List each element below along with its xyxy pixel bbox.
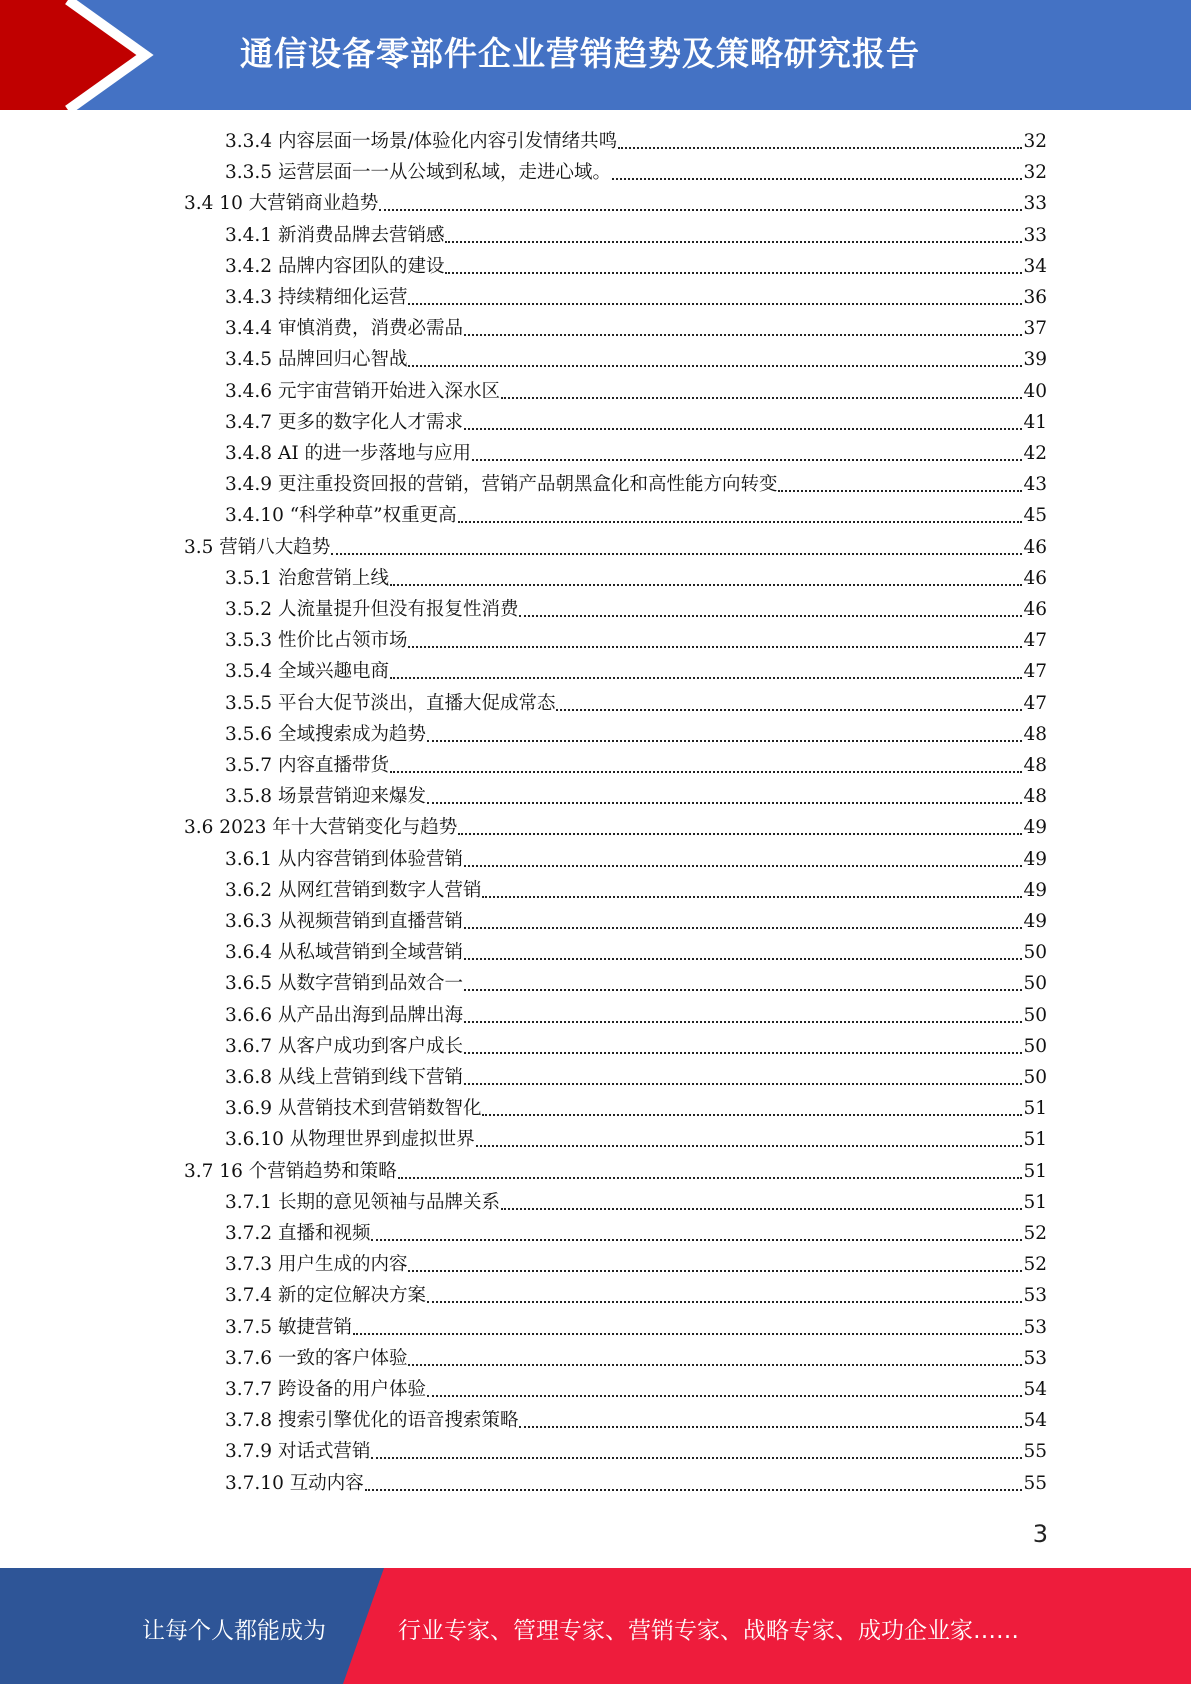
toc-dot-leader <box>390 770 1022 773</box>
toc-dot-leader <box>464 957 1022 960</box>
toc-entry-title: 3.6.6 从产品出海到品牌出海 <box>225 1004 463 1026</box>
toc-dot-leader <box>612 177 1022 180</box>
toc-entry-page: 33 <box>1023 224 1047 246</box>
toc-dot-leader <box>464 333 1022 336</box>
toc-dot-leader <box>408 645 1022 648</box>
toc-subsection-entry[interactable] <box>225 656 1047 687</box>
toc-entry-title: 3.6.4 从私域营销到全域营销 <box>225 942 463 964</box>
toc-entry-page: 50 <box>1023 1004 1047 1026</box>
toc-entry-title: 3.3.4 内容层面一场景/体验化内容引发情绪共鸣 <box>225 131 618 152</box>
toc-entry-title: 3.7.5 敏捷营销 <box>225 1316 352 1338</box>
page-title: 通信设备零部件企业营销趋势及策略研究报告 <box>240 34 920 73</box>
toc-entry-title: 3.4.6 元宇宙营销开始进入深水区 <box>225 380 500 402</box>
toc-subsection-entry[interactable] <box>225 126 1047 157</box>
toc-entry-page: 53 <box>1023 1285 1047 1307</box>
toc-subsection-entry[interactable] <box>225 500 1047 531</box>
toc-subsection-entry[interactable] <box>225 1374 1047 1405</box>
toc-entry-page: 47 <box>1023 661 1047 683</box>
toc-dot-leader <box>464 864 1022 867</box>
toc-dot-leader <box>556 708 1022 711</box>
toc-dot-leader <box>365 1488 1023 1491</box>
toc-dot-leader <box>371 1456 1022 1459</box>
toc-subsection-entry[interactable] <box>225 688 1047 719</box>
toc-entry-title: 3.5.5 平台大促节淡出，直播大促成常态 <box>225 692 556 714</box>
toc-entry-title: 3.7.10 互动内容 <box>225 1472 364 1494</box>
toc-dot-leader <box>464 1051 1022 1054</box>
toc-subsection-entry[interactable] <box>225 251 1047 282</box>
toc-entry-page: 52 <box>1023 1254 1047 1276</box>
footer-slogan-right: 行业专家、管理专家、营销专家、战略专家、成功企业家…… <box>398 1618 1019 1644</box>
toc-subsection-entry[interactable] <box>225 594 1047 625</box>
toc-entry-title: 3.5.6 全域搜索成为趋势 <box>225 723 426 745</box>
toc-entry-title: 3.6.9 从营销技术到营销数智化 <box>225 1098 482 1120</box>
toc-entry-title: 3.4.10 “科学种草”权重更高 <box>225 505 457 527</box>
toc-entry-page: 50 <box>1023 1067 1047 1088</box>
toc-subsection-entry[interactable] <box>225 1124 1047 1155</box>
toc-subsection-entry[interactable] <box>225 1093 1047 1124</box>
toc-dot-leader <box>519 614 1022 617</box>
toc-subsection-entry[interactable] <box>225 968 1047 999</box>
toc-subsection-entry[interactable] <box>225 1436 1047 1467</box>
toc-dot-leader <box>458 520 1023 523</box>
toc-entry-page: 50 <box>1023 973 1047 995</box>
toc-entry-page: 33 <box>1023 193 1047 215</box>
toc-entry-title: 3.6.2 从网红营销到数字人营销 <box>225 879 482 901</box>
toc-entry-title: 3.4.4 审慎消费，消费必需品 <box>225 318 463 340</box>
toc-entry-page: 40 <box>1023 380 1047 402</box>
toc-entry-title: 3.4 10 大营销商业趋势 <box>184 193 379 215</box>
toc-entry-title: 3.7.7 跨设备的用户体验 <box>225 1379 426 1400</box>
toc-entry-page: 46 <box>1023 599 1047 620</box>
toc-subsection-entry[interactable] <box>225 313 1047 344</box>
toc-entry-page: 50 <box>1023 1035 1047 1057</box>
toc-entry-title: 3.6.5 从数字营销到品效合一 <box>225 973 463 995</box>
toc-entry-title: 3.5 营销八大趋势 <box>184 536 331 558</box>
toc-subsection-entry[interactable] <box>225 1405 1047 1436</box>
toc-entry-page: 46 <box>1023 536 1047 558</box>
toc-entry-page: 52 <box>1023 1223 1047 1244</box>
toc-entry-title: 3.6.10 从物理世界到虚拟世界 <box>225 1129 475 1151</box>
toc-entry-page: 54 <box>1023 1379 1047 1400</box>
toc-entry-page: 49 <box>1023 817 1047 839</box>
toc-subsection-entry[interactable] <box>225 1312 1047 1343</box>
toc-dot-leader <box>501 1207 1022 1210</box>
footer-slogan-left: 让每个人都能成为 <box>142 1618 326 1644</box>
toc-dot-leader <box>476 1144 1023 1147</box>
page-footer <box>0 1568 1191 1684</box>
toc-entry-page: 42 <box>1023 443 1047 464</box>
toc-entry-page: 45 <box>1023 505 1047 527</box>
toc-entry-page: 49 <box>1023 911 1047 932</box>
toc-dot-leader <box>408 364 1022 367</box>
toc-entry-page: 51 <box>1023 1129 1047 1151</box>
toc-subsection-entry[interactable] <box>225 407 1047 438</box>
toc-subsection-entry[interactable] <box>225 719 1047 750</box>
toc-dot-leader <box>482 895 1022 898</box>
toc-dot-leader <box>379 208 1022 211</box>
toc-entry-title: 3.6.3 从视频营销到直播营销 <box>225 911 463 932</box>
toc-dot-leader <box>472 458 1022 461</box>
toc-dot-leader <box>445 271 1022 274</box>
toc-subsection-entry[interactable] <box>225 344 1047 375</box>
toc-dot-leader <box>464 926 1022 929</box>
toc-entry-title: 3.7.4 新的定位解决方案 <box>225 1285 426 1307</box>
toc-dot-leader <box>390 676 1022 679</box>
toc-section-entry[interactable] <box>184 812 1047 843</box>
toc-entry-title: 3.7.2 直播和视频 <box>225 1223 371 1244</box>
toc-entry-page: 39 <box>1023 349 1047 371</box>
toc-subsection-entry[interactable] <box>225 376 1047 407</box>
toc-dot-leader <box>778 489 1022 492</box>
toc-subsection-entry[interactable] <box>225 438 1047 469</box>
toc-subsection-entry[interactable] <box>225 220 1047 251</box>
toc-entry-page: 55 <box>1023 1472 1047 1494</box>
toc-dot-leader <box>445 240 1022 243</box>
toc-entry-title: 3.6.1 从内容营销到体验营销 <box>225 848 463 870</box>
toc-section-entry[interactable] <box>184 1156 1047 1187</box>
toc-entry-title: 3.4.2 品牌内容团队的建设 <box>225 255 445 277</box>
toc-subsection-entry[interactable] <box>225 563 1047 594</box>
toc-entry-page: 55 <box>1023 1441 1047 1463</box>
toc-dot-leader <box>408 1363 1022 1366</box>
toc-dot-leader <box>458 832 1022 835</box>
toc-entry-page: 37 <box>1023 318 1047 340</box>
toc-entry-title: 3.5.8 场景营销迎来爆发 <box>225 786 426 808</box>
toc-dot-leader <box>398 1176 1023 1179</box>
toc-entry-title: 3.6 2023 年十大营销变化与趋势 <box>184 817 458 839</box>
toc-entry-page: 48 <box>1023 786 1047 808</box>
toc-entry-title: 3.6.7 从客户成功到客户成长 <box>225 1035 463 1057</box>
toc-subsection-entry[interactable] <box>225 282 1047 313</box>
toc-dot-leader <box>618 146 1022 149</box>
toc-entry-page: 32 <box>1023 162 1047 184</box>
toc-section-entry[interactable] <box>184 532 1047 563</box>
toc-entry-page: 47 <box>1023 692 1047 714</box>
toc-entry-title: 3.7 16 个营销趋势和策略 <box>184 1160 397 1182</box>
toc-entry-title: 3.4.9 更注重投资回报的营销，营销产品朝黑盒化和高性能方向转变 <box>225 474 778 496</box>
toc-dot-leader <box>482 1113 1022 1116</box>
toc-subsection-entry[interactable] <box>225 469 1047 500</box>
toc-dot-leader <box>408 302 1022 305</box>
toc-subsection-entry[interactable] <box>225 1280 1047 1311</box>
toc-dot-leader <box>464 988 1022 991</box>
toc-subsection-entry[interactable] <box>225 1187 1047 1218</box>
toc-dot-leader <box>331 552 1022 555</box>
toc-entry-title: 3.5.1 治愈营销上线 <box>225 567 389 589</box>
toc-entry-page: 48 <box>1023 723 1047 745</box>
toc-dot-leader <box>501 396 1022 399</box>
toc-subsection-entry[interactable] <box>225 875 1047 906</box>
toc-dot-leader <box>371 1238 1022 1241</box>
toc-subsection-entry[interactable] <box>225 1249 1047 1280</box>
toc-subsection-entry[interactable] <box>225 781 1047 812</box>
toc-entry-title: 3.4.7 更多的数字化人才需求 <box>225 411 463 433</box>
toc-entry-title: 3.6.8 从线上营销到线下营销 <box>225 1067 463 1088</box>
toc-subsection-entry[interactable] <box>225 625 1047 656</box>
toc-entry-title: 3.7.3 用户生成的内容 <box>225 1254 408 1276</box>
toc-entry-title: 3.5.3 性价比占领市场 <box>225 630 408 652</box>
toc-entry-page: 51 <box>1023 1098 1047 1120</box>
toc-entry-page: 41 <box>1023 411 1047 433</box>
toc-entry-title: 3.7.6 一致的客户体验 <box>225 1347 408 1369</box>
toc-subsection-entry[interactable] <box>225 750 1047 781</box>
toc-entry-page: 50 <box>1023 942 1047 964</box>
toc-subsection-entry[interactable] <box>225 1468 1047 1499</box>
toc-entry-page: 46 <box>1023 567 1047 589</box>
toc-entry-title: 3.4.3 持续精细化运营 <box>225 287 408 308</box>
toc-subsection-entry[interactable] <box>225 1218 1047 1249</box>
toc-entry-page: 49 <box>1023 848 1047 870</box>
toc-entry-page: 53 <box>1023 1316 1047 1338</box>
toc-entry-title: 3.4.1 新消费品牌去营销感 <box>225 224 445 246</box>
toc-entry-page: 51 <box>1023 1191 1047 1213</box>
toc-dot-leader <box>427 1300 1022 1303</box>
toc-entry-title: 3.3.5 运营层面一一从公域到私域，走进心域。 <box>225 162 611 184</box>
toc-entry-page: 54 <box>1023 1410 1047 1432</box>
toc-dot-leader <box>427 1394 1022 1397</box>
header-arrow-icon <box>0 0 160 110</box>
toc-dot-leader <box>464 1082 1022 1085</box>
toc-subsection-entry[interactable] <box>225 844 1047 875</box>
toc-dot-leader <box>519 1425 1022 1428</box>
toc-entry-title: 3.4.8 AI 的进一步落地与应用 <box>225 443 472 464</box>
toc-entry-page: 53 <box>1023 1347 1047 1369</box>
toc-entry-page: 48 <box>1023 755 1047 776</box>
toc-entry-title: 3.7.1 长期的意见领袖与品牌关系 <box>225 1191 500 1213</box>
toc-dot-leader <box>464 427 1022 430</box>
toc-entry-title: 3.7.9 对话式营销 <box>225 1441 371 1463</box>
toc-dot-leader <box>408 1269 1022 1272</box>
toc-entry-page: 49 <box>1023 879 1047 901</box>
page-header <box>0 0 1191 110</box>
toc-subsection-entry[interactable] <box>225 906 1047 937</box>
toc-subsection-entry[interactable] <box>225 1062 1047 1093</box>
toc-entry-page: 34 <box>1023 255 1047 277</box>
toc-subsection-entry[interactable] <box>225 937 1047 968</box>
toc-entry-page: 32 <box>1023 131 1047 152</box>
toc-entry-page: 43 <box>1023 474 1047 496</box>
toc-dot-leader <box>464 1020 1022 1023</box>
toc-entry-title: 3.4.5 品牌回归心智战 <box>225 349 408 371</box>
toc-dot-leader <box>427 739 1022 742</box>
toc-entry-title: 3.5.7 内容直播带货 <box>225 755 389 776</box>
toc-entry-page: 47 <box>1023 630 1047 652</box>
toc-entry-title: 3.5.4 全域兴趣电商 <box>225 661 389 683</box>
toc-section-entry[interactable] <box>184 188 1047 219</box>
toc-entry-title: 3.7.8 搜索引擎优化的语音搜索策略 <box>225 1410 519 1432</box>
toc-subsection-entry[interactable] <box>225 1000 1047 1031</box>
toc-dot-leader <box>427 801 1022 804</box>
toc-dot-leader <box>390 583 1022 586</box>
toc-subsection-entry[interactable] <box>225 157 1047 188</box>
page-number: 3 <box>1032 1520 1048 1548</box>
toc-entry-title: 3.5.2 人流量提升但没有报复性消费 <box>225 599 519 620</box>
toc-entry-page: 51 <box>1023 1160 1047 1182</box>
toc-dot-leader <box>353 1332 1023 1335</box>
toc-subsection-entry[interactable] <box>225 1031 1047 1062</box>
toc-subsection-entry[interactable] <box>225 1343 1047 1374</box>
toc-entry-page: 36 <box>1023 287 1047 308</box>
